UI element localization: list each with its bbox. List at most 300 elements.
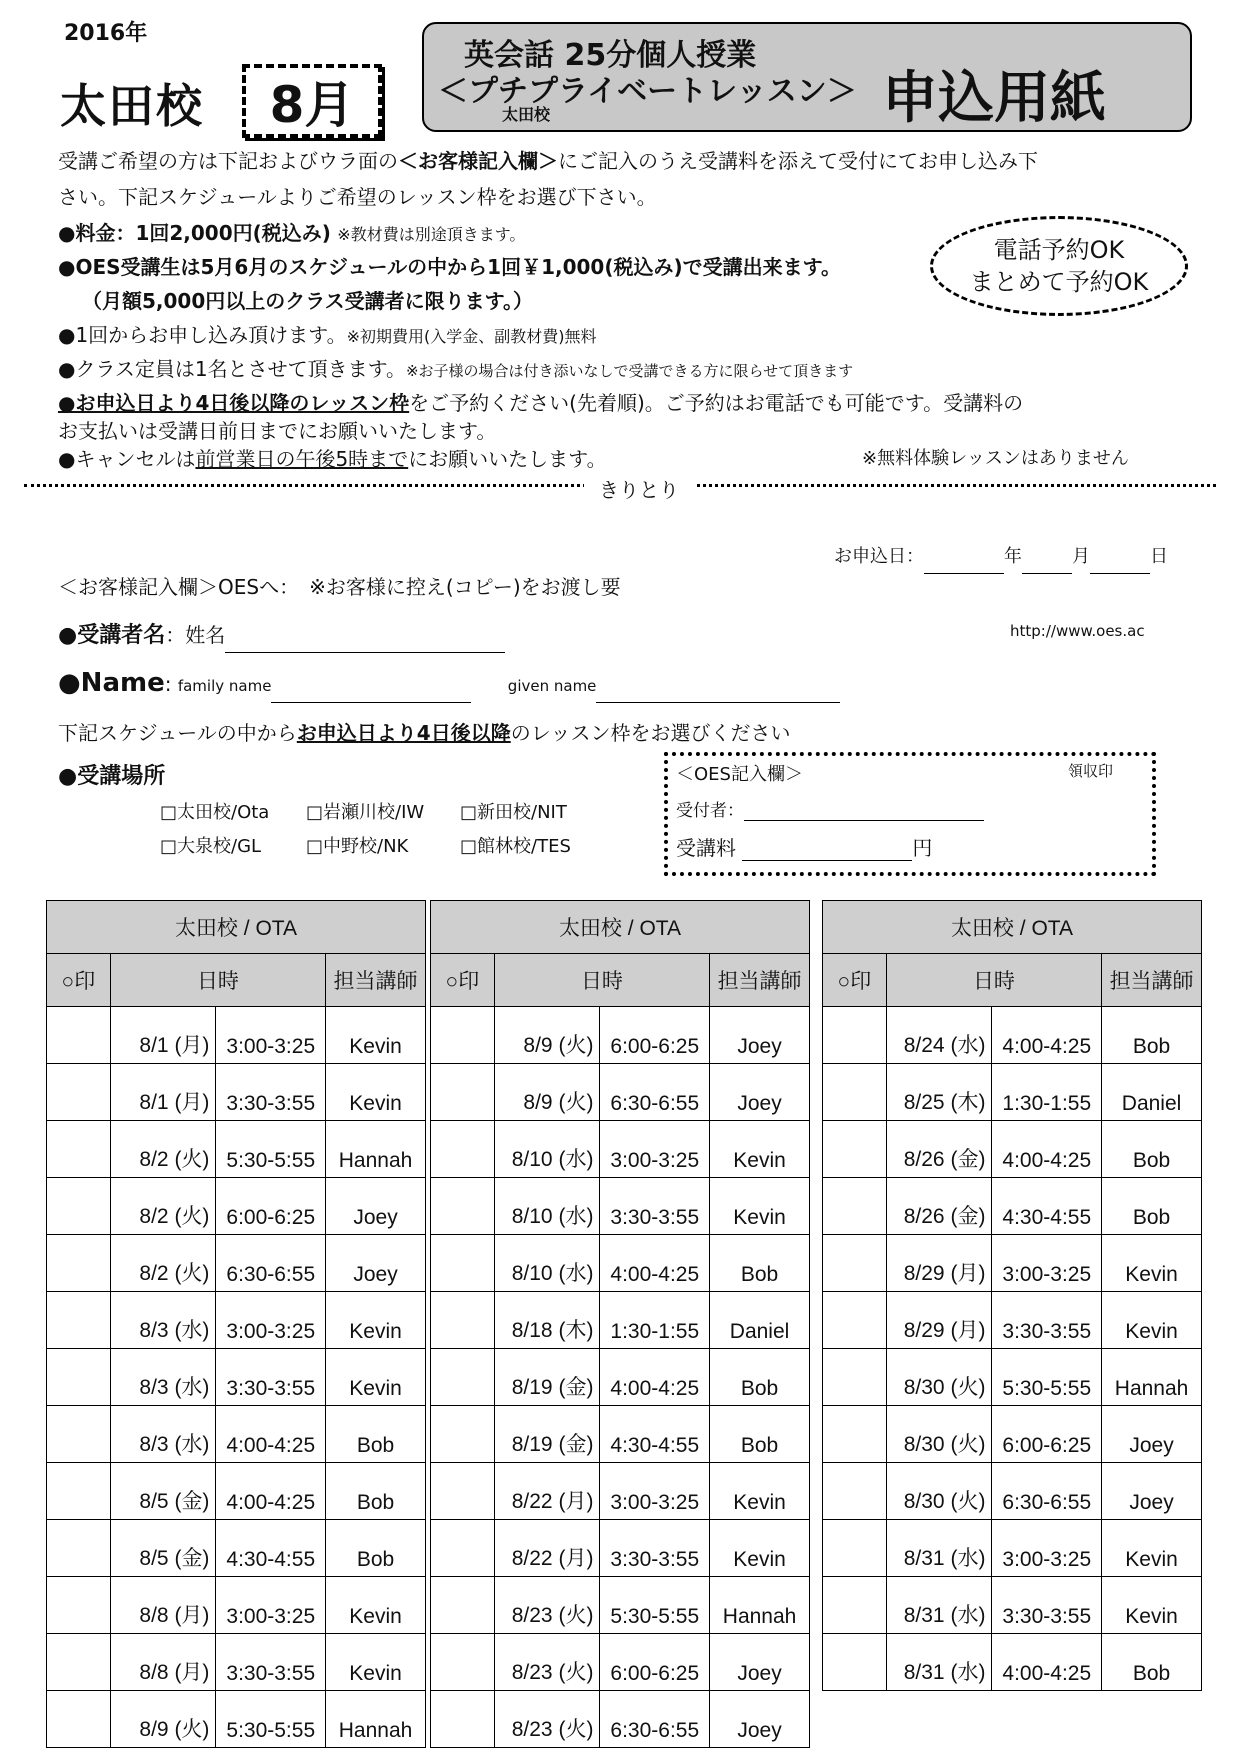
date-cell xyxy=(110,1463,216,1520)
time-cell: 3:30-3:55 xyxy=(992,1577,1102,1634)
date-cell xyxy=(110,1235,216,1292)
mark-cell[interactable] xyxy=(47,1634,111,1691)
table-row xyxy=(431,1292,810,1349)
banner-sub: 太田校 xyxy=(502,105,551,124)
time-cell: 3:00-3:25 xyxy=(992,1235,1102,1292)
mark-cell[interactable] xyxy=(47,1520,111,1577)
weekday-value: (月) xyxy=(174,1661,210,1684)
time-cell: 3:00-3:25 xyxy=(216,1292,326,1349)
name-label: ●受講者名 xyxy=(58,623,166,648)
bulk-ok: まとめて予約OK xyxy=(969,268,1149,296)
mark-cell[interactable] xyxy=(823,1178,887,1235)
mark-cell[interactable] xyxy=(431,1406,495,1463)
time-cell: 6:30-6:55 xyxy=(600,1064,710,1121)
datetime-header: 日時 xyxy=(886,954,1101,1007)
teacher-cell: Joey xyxy=(710,1007,810,1064)
date-cell xyxy=(886,1292,992,1349)
schedule-table-2 xyxy=(430,900,810,1748)
table-row xyxy=(431,1121,810,1178)
once-line xyxy=(58,318,596,354)
date-value: 8/29 xyxy=(903,1262,945,1285)
time-cell: 3:00-3:25 xyxy=(992,1520,1102,1577)
date-cell xyxy=(494,1463,600,1520)
date-value: 8/3 xyxy=(139,1433,169,1456)
teacher-cell: Bob xyxy=(1102,1634,1202,1691)
table-row xyxy=(431,1007,810,1064)
time-cell: 5:30-5:55 xyxy=(216,1121,326,1178)
weekday-value: (水) xyxy=(950,1034,986,1057)
teacher-cell: Hannah xyxy=(326,1121,426,1178)
mark-cell[interactable] xyxy=(823,1577,887,1634)
teacher-cell: Kevin xyxy=(1102,1520,1202,1577)
teacher-cell: Kevin xyxy=(326,1007,426,1064)
date-value: 8/10 xyxy=(511,1148,553,1171)
datetime-header: 日時 xyxy=(110,954,325,1007)
time-cell: 6:00-6:25 xyxy=(216,1178,326,1235)
table-title: 太田校 / OTA xyxy=(431,901,810,954)
cancel-text: にお願いいたします。 xyxy=(408,447,607,471)
date-value: 8/9 xyxy=(523,1034,553,1057)
time-cell: 3:30-3:55 xyxy=(600,1520,710,1577)
date-cell xyxy=(110,1634,216,1691)
weekday-value: (火) xyxy=(174,1718,210,1741)
weekday-value: (水) xyxy=(950,1604,986,1627)
teacher-cell: Kevin xyxy=(326,1634,426,1691)
family-name-label: family name xyxy=(177,677,272,695)
date-value: 8/22 xyxy=(511,1547,553,1570)
teacher-cell: Joey xyxy=(1102,1463,1202,1520)
weekday-value: (月) xyxy=(950,1319,986,1342)
month-badge xyxy=(242,64,382,138)
teacher-cell: Kevin xyxy=(710,1520,810,1577)
date-value: 8/9 xyxy=(139,1718,169,1741)
teacher-cell: Kevin xyxy=(710,1121,810,1178)
table-row xyxy=(47,1577,426,1634)
table-row xyxy=(431,1634,810,1691)
table-row xyxy=(431,1577,810,1634)
date-cell xyxy=(110,1520,216,1577)
mark-cell[interactable] xyxy=(47,1691,111,1748)
family-name-field[interactable] xyxy=(271,680,471,703)
date-value: 8/10 xyxy=(511,1205,553,1228)
date-cell xyxy=(886,1406,992,1463)
table-row xyxy=(431,1691,810,1748)
name-field[interactable] xyxy=(225,626,505,653)
table-row xyxy=(47,1349,426,1406)
weekday-value: (金) xyxy=(174,1490,210,1513)
mark-cell[interactable] xyxy=(431,1463,495,1520)
teacher-cell: Daniel xyxy=(710,1292,810,1349)
month-label: 8月 xyxy=(269,76,355,134)
table-row xyxy=(431,1520,810,1577)
teacher-cell: Joey xyxy=(710,1064,810,1121)
time-cell: 5:30-5:55 xyxy=(216,1691,326,1748)
table-row xyxy=(47,1007,426,1064)
weekday-value: (水) xyxy=(174,1376,210,1399)
once-text: ●1回からお申し込み頂けます。 xyxy=(58,323,347,347)
date-cell xyxy=(494,1349,600,1406)
date-value: 8/9 xyxy=(523,1091,553,1114)
date-value: 8/31 xyxy=(903,1604,945,1627)
weekday-value: (月) xyxy=(950,1262,986,1285)
time-cell: 5:30-5:55 xyxy=(600,1577,710,1634)
date-value: 8/19 xyxy=(511,1433,553,1456)
place-option-tes[interactable]: □館林校/TES xyxy=(460,836,571,857)
time-cell: 6:30-6:55 xyxy=(600,1691,710,1748)
mark-header: ○印 xyxy=(823,954,887,1007)
class-line xyxy=(58,352,853,388)
mark-cell[interactable] xyxy=(823,1520,887,1577)
receptionist-label: 受付者： xyxy=(676,801,744,821)
weekday-value: (火) xyxy=(558,1091,594,1114)
banner-line1: 英会話 25分個人授業 xyxy=(464,38,757,73)
oes-box-title: ＜OES記入欄＞ xyxy=(676,764,803,785)
mark-cell[interactable] xyxy=(47,1292,111,1349)
copy-note: ※お客様に控え(コピー)をお渡し要 xyxy=(309,575,621,599)
banner-line2: ＜プチプライベートレッスン＞ xyxy=(438,74,857,109)
teacher-header: 担当講師 xyxy=(326,954,426,1007)
table-row xyxy=(823,1463,1202,1520)
date-cell xyxy=(494,1121,600,1178)
mark-cell[interactable] xyxy=(47,1235,111,1292)
date-value: 8/8 xyxy=(139,1661,169,1684)
weekday-value: (火) xyxy=(174,1148,210,1171)
mark-cell[interactable] xyxy=(823,1463,887,1520)
mark-header: ○印 xyxy=(47,954,111,1007)
time-cell: 4:00-4:25 xyxy=(216,1463,326,1520)
mark-cell[interactable] xyxy=(431,1634,495,1691)
place-option-gl[interactable]: □大泉校/GL xyxy=(160,836,262,857)
teacher-cell: Kevin xyxy=(326,1577,426,1634)
date-value: 8/26 xyxy=(903,1148,945,1171)
receptionist-row xyxy=(676,796,984,821)
teacher-cell: Bob xyxy=(1102,1007,1202,1064)
mark-cell[interactable] xyxy=(823,1235,887,1292)
schedule-table-3 xyxy=(822,900,1202,1691)
weekday-value: (火) xyxy=(558,1604,594,1627)
name-row xyxy=(58,618,505,653)
intro-line2: さい。下記スケジュールよりご希望のレッスン枠をお選び下さい。 xyxy=(58,185,657,209)
date-cell xyxy=(886,1064,992,1121)
table-row xyxy=(47,1292,426,1349)
time-cell: 4:00-4:25 xyxy=(992,1007,1102,1064)
table-row xyxy=(823,1349,1202,1406)
mark-cell[interactable] xyxy=(823,1349,887,1406)
place-option-nk[interactable]: □中野校/NK xyxy=(306,836,409,857)
mark-cell[interactable] xyxy=(431,1121,495,1178)
date-value: 8/8 xyxy=(139,1604,169,1627)
teacher-header: 担当講師 xyxy=(710,954,810,1007)
teacher-cell: Joey xyxy=(710,1691,810,1748)
cancel-line xyxy=(58,442,607,476)
mark-cell[interactable] xyxy=(823,1406,887,1463)
weekday-value: (金) xyxy=(558,1433,594,1456)
time-cell: 6:00-6:25 xyxy=(600,1634,710,1691)
table-title: 太田校 / OTA xyxy=(823,901,1202,954)
time-cell: 3:00-3:25 xyxy=(600,1121,710,1178)
choose-emphasis: お申込日より4日後以降 xyxy=(296,721,511,745)
date-cell xyxy=(494,1577,600,1634)
fee-field[interactable] xyxy=(742,860,912,861)
day-blank[interactable] xyxy=(1090,573,1150,574)
weekday-value: (月) xyxy=(174,1034,210,1057)
date-cell xyxy=(886,1634,992,1691)
mark-cell[interactable] xyxy=(47,1577,111,1634)
en-name-label: ●Name xyxy=(58,668,165,698)
phone-ok: 電話予約OK xyxy=(993,236,1125,264)
receptionist-field[interactable] xyxy=(744,820,984,821)
reserve-text: をご予約ください(先着順)。ご予約はお電話でも可能です。受講料の xyxy=(409,391,1024,415)
url-text: http://www.oes.ac xyxy=(1010,622,1145,640)
date-value: 8/23 xyxy=(511,1718,553,1741)
teacher-cell: Kevin xyxy=(710,1178,810,1235)
weekday-value: (火) xyxy=(558,1718,594,1741)
time-cell: 5:30-5:55 xyxy=(992,1349,1102,1406)
month-blank[interactable] xyxy=(1022,573,1072,574)
date-cell xyxy=(110,1292,216,1349)
mark-cell[interactable] xyxy=(47,1349,111,1406)
date-value: 8/26 xyxy=(903,1205,945,1228)
table-row xyxy=(823,1007,1202,1064)
school-name: 太田校 xyxy=(60,79,204,133)
weekday-value: (火) xyxy=(174,1262,210,1285)
time-cell: 3:00-3:25 xyxy=(216,1007,326,1064)
place-option-ota[interactable]: □太田校/Ota xyxy=(160,802,270,823)
time-cell: 4:00-4:25 xyxy=(216,1406,326,1463)
date-cell xyxy=(494,1007,600,1064)
mark-cell[interactable] xyxy=(431,1178,495,1235)
date-cell xyxy=(110,1064,216,1121)
teacher-cell: Bob xyxy=(710,1406,810,1463)
given-name-field[interactable] xyxy=(596,680,840,703)
teacher-cell: Bob xyxy=(1102,1121,1202,1178)
cancel-text: ●キャンセルは xyxy=(58,447,196,471)
date-value: 8/23 xyxy=(511,1604,553,1627)
mark-cell[interactable] xyxy=(431,1520,495,1577)
date-value: 8/10 xyxy=(511,1262,553,1285)
oes-note: （月額5,000円以上のクラス受講者に限ります。） xyxy=(82,289,534,313)
mark-cell[interactable] xyxy=(823,1121,887,1178)
weekday-value: (金) xyxy=(950,1148,986,1171)
date-value: 8/19 xyxy=(511,1376,553,1399)
mark-cell[interactable] xyxy=(431,1577,495,1634)
form-title: 申込用紙 xyxy=(882,66,1106,131)
mark-cell[interactable] xyxy=(823,1292,887,1349)
date-cell xyxy=(886,1121,992,1178)
weekday-value: (水) xyxy=(558,1262,594,1285)
date-value: 8/1 xyxy=(139,1091,169,1114)
mark-cell[interactable] xyxy=(431,1235,495,1292)
table-row xyxy=(823,1292,1202,1349)
weekday-value: (火) xyxy=(950,1490,986,1513)
mark-cell[interactable] xyxy=(431,1691,495,1748)
place-option-nit[interactable]: □新田校/NIT xyxy=(460,802,567,823)
date-cell xyxy=(494,1178,600,1235)
table-row xyxy=(47,1691,426,1748)
time-cell: 3:00-3:25 xyxy=(216,1577,326,1634)
mark-cell[interactable] xyxy=(431,1292,495,1349)
date-cell xyxy=(110,1577,216,1634)
teacher-cell: Hannah xyxy=(326,1691,426,1748)
date-value: 8/3 xyxy=(139,1376,169,1399)
date-value: 8/31 xyxy=(903,1661,945,1684)
teacher-cell: Bob xyxy=(1102,1178,1202,1235)
time-cell: 4:00-4:25 xyxy=(992,1634,1102,1691)
weekday-value: (水) xyxy=(950,1661,986,1684)
en-name-row: ●Name: family name given name xyxy=(58,666,840,703)
customer-label: ＜お客様記入欄＞OESへ： xyxy=(58,575,290,599)
given-name-label: given name xyxy=(507,677,597,695)
place-option-iw[interactable]: □岩瀬川校/IW xyxy=(306,802,425,823)
mark-cell[interactable] xyxy=(823,1634,887,1691)
table-row xyxy=(47,1064,426,1121)
time-cell: 3:00-3:25 xyxy=(600,1463,710,1520)
date-value: 8/31 xyxy=(903,1547,945,1570)
date-cell xyxy=(110,1349,216,1406)
weekday-value: (火) xyxy=(950,1433,986,1456)
schedule-table-1 xyxy=(46,900,426,1748)
table-row xyxy=(823,1520,1202,1577)
date-cell xyxy=(886,1235,992,1292)
date-cell xyxy=(110,1178,216,1235)
table-row xyxy=(47,1634,426,1691)
year-label: 2016年 xyxy=(64,21,148,46)
mark-cell[interactable] xyxy=(431,1007,495,1064)
mark-cell[interactable] xyxy=(47,1463,111,1520)
weekday-value: (水) xyxy=(174,1319,210,1342)
date-value: 8/2 xyxy=(139,1262,169,1285)
title-banner xyxy=(422,22,1192,132)
date-value: 8/5 xyxy=(139,1547,169,1570)
date-value: 8/2 xyxy=(139,1148,169,1171)
table-row xyxy=(823,1406,1202,1463)
mark-cell[interactable] xyxy=(431,1064,495,1121)
weekday-value: (火) xyxy=(174,1205,210,1228)
teacher-cell: Bob xyxy=(710,1235,810,1292)
fee-line xyxy=(58,216,525,252)
weekday-value: (月) xyxy=(174,1091,210,1114)
mark-cell[interactable] xyxy=(823,1007,887,1064)
mark-cell[interactable] xyxy=(47,1406,111,1463)
date-value: 8/30 xyxy=(903,1376,945,1399)
place-label: ●受講場所 xyxy=(58,764,166,789)
weekday-value: (金) xyxy=(558,1376,594,1399)
time-cell: 6:00-6:25 xyxy=(600,1007,710,1064)
date-value: 8/5 xyxy=(139,1490,169,1513)
date-cell xyxy=(886,1520,992,1577)
mark-header: ○印 xyxy=(431,954,495,1007)
date-cell xyxy=(886,1007,992,1064)
fee-text: ●料金：1回2,000円(税込み) xyxy=(58,221,331,245)
year-blank[interactable] xyxy=(924,573,1004,574)
once-note: ※初期費用(入学金、副教材費)無料 xyxy=(346,327,597,346)
time-cell: 4:00-4:25 xyxy=(600,1349,710,1406)
table-row xyxy=(47,1121,426,1178)
mark-cell[interactable] xyxy=(47,1064,111,1121)
table-row xyxy=(823,1577,1202,1634)
date-cell xyxy=(494,1235,600,1292)
cut-label: きりとり xyxy=(584,474,694,503)
date-cell xyxy=(110,1007,216,1064)
weekday-value: (水) xyxy=(558,1205,594,1228)
date-value: 8/3 xyxy=(139,1319,169,1342)
intro-text: にご記入のうえ受講料を添えて受付にてお申し込み下 xyxy=(558,149,1038,173)
time-cell: 4:00-4:25 xyxy=(992,1121,1102,1178)
table-row xyxy=(431,1406,810,1463)
choose-text: 下記スケジュールの中から xyxy=(58,721,297,745)
table-row xyxy=(823,1064,1202,1121)
mark-cell[interactable] xyxy=(47,1007,111,1064)
time-cell: 6:30-6:55 xyxy=(216,1235,326,1292)
mark-cell[interactable] xyxy=(47,1178,111,1235)
weekday-value: (金) xyxy=(950,1205,986,1228)
teacher-cell: Joey xyxy=(1102,1406,1202,1463)
date-value: 8/24 xyxy=(903,1034,945,1057)
teacher-cell: Kevin xyxy=(1102,1292,1202,1349)
class-text: ●クラス定員は1名とさせて頂きます。 xyxy=(58,357,406,381)
choose-text: のレッスン枠をお選びください xyxy=(510,721,791,745)
class-note: ※お子様の場合は付き添いなしで受講できる方に限らせて頂きます xyxy=(405,362,854,380)
table-row xyxy=(47,1463,426,1520)
date-cell xyxy=(110,1121,216,1178)
name-sub: ：姓名 xyxy=(165,623,226,647)
table-title: 太田校 / OTA xyxy=(47,901,426,954)
table-row xyxy=(431,1235,810,1292)
table-row xyxy=(431,1463,810,1520)
teacher-cell: Kevin xyxy=(1102,1577,1202,1634)
yen-unit: 円 xyxy=(912,836,933,860)
time-cell: 4:00-4:25 xyxy=(600,1235,710,1292)
time-cell: 1:30-1:55 xyxy=(992,1064,1102,1121)
table-row xyxy=(47,1406,426,1463)
time-cell: 3:30-3:55 xyxy=(216,1349,326,1406)
weekday-value: (火) xyxy=(558,1034,594,1057)
customer-row xyxy=(58,570,621,604)
receipt-stamp-label: 領収印 xyxy=(1068,762,1114,780)
weekday-value: (月) xyxy=(558,1547,594,1570)
mark-cell[interactable] xyxy=(431,1349,495,1406)
weekday-value: (水) xyxy=(174,1433,210,1456)
time-cell: 3:30-3:55 xyxy=(992,1292,1102,1349)
time-cell: 3:30-3:55 xyxy=(216,1064,326,1121)
teacher-cell: Kevin xyxy=(326,1349,426,1406)
date-value: 8/25 xyxy=(903,1091,945,1114)
teacher-cell: Bob xyxy=(326,1520,426,1577)
date-cell xyxy=(886,1349,992,1406)
weekday-value: (月) xyxy=(558,1490,594,1513)
mark-cell[interactable] xyxy=(47,1121,111,1178)
mark-cell[interactable] xyxy=(823,1064,887,1121)
day-unit: 日 xyxy=(1150,546,1168,567)
teacher-cell: Joey xyxy=(326,1178,426,1235)
intro-line1 xyxy=(58,144,1038,178)
time-cell: 4:30-4:55 xyxy=(216,1520,326,1577)
time-cell: 3:30-3:55 xyxy=(600,1178,710,1235)
table-row xyxy=(823,1634,1202,1691)
teacher-cell: Bob xyxy=(326,1406,426,1463)
date-value: 8/23 xyxy=(511,1661,553,1684)
oes-line: ●OES受講生は5月6月のスケジュールの中から1回￥1,000(税込み)で受講出来ます。 xyxy=(58,255,842,279)
choose-row xyxy=(58,716,791,750)
fee-label: 受講料 xyxy=(676,836,736,860)
time-cell: 3:30-3:55 xyxy=(216,1634,326,1691)
date-cell xyxy=(886,1577,992,1634)
date-cell xyxy=(494,1406,600,1463)
date-cell xyxy=(886,1178,992,1235)
datetime-header: 日時 xyxy=(494,954,709,1007)
teacher-header: 担当講師 xyxy=(1102,954,1202,1007)
date-cell xyxy=(494,1064,600,1121)
